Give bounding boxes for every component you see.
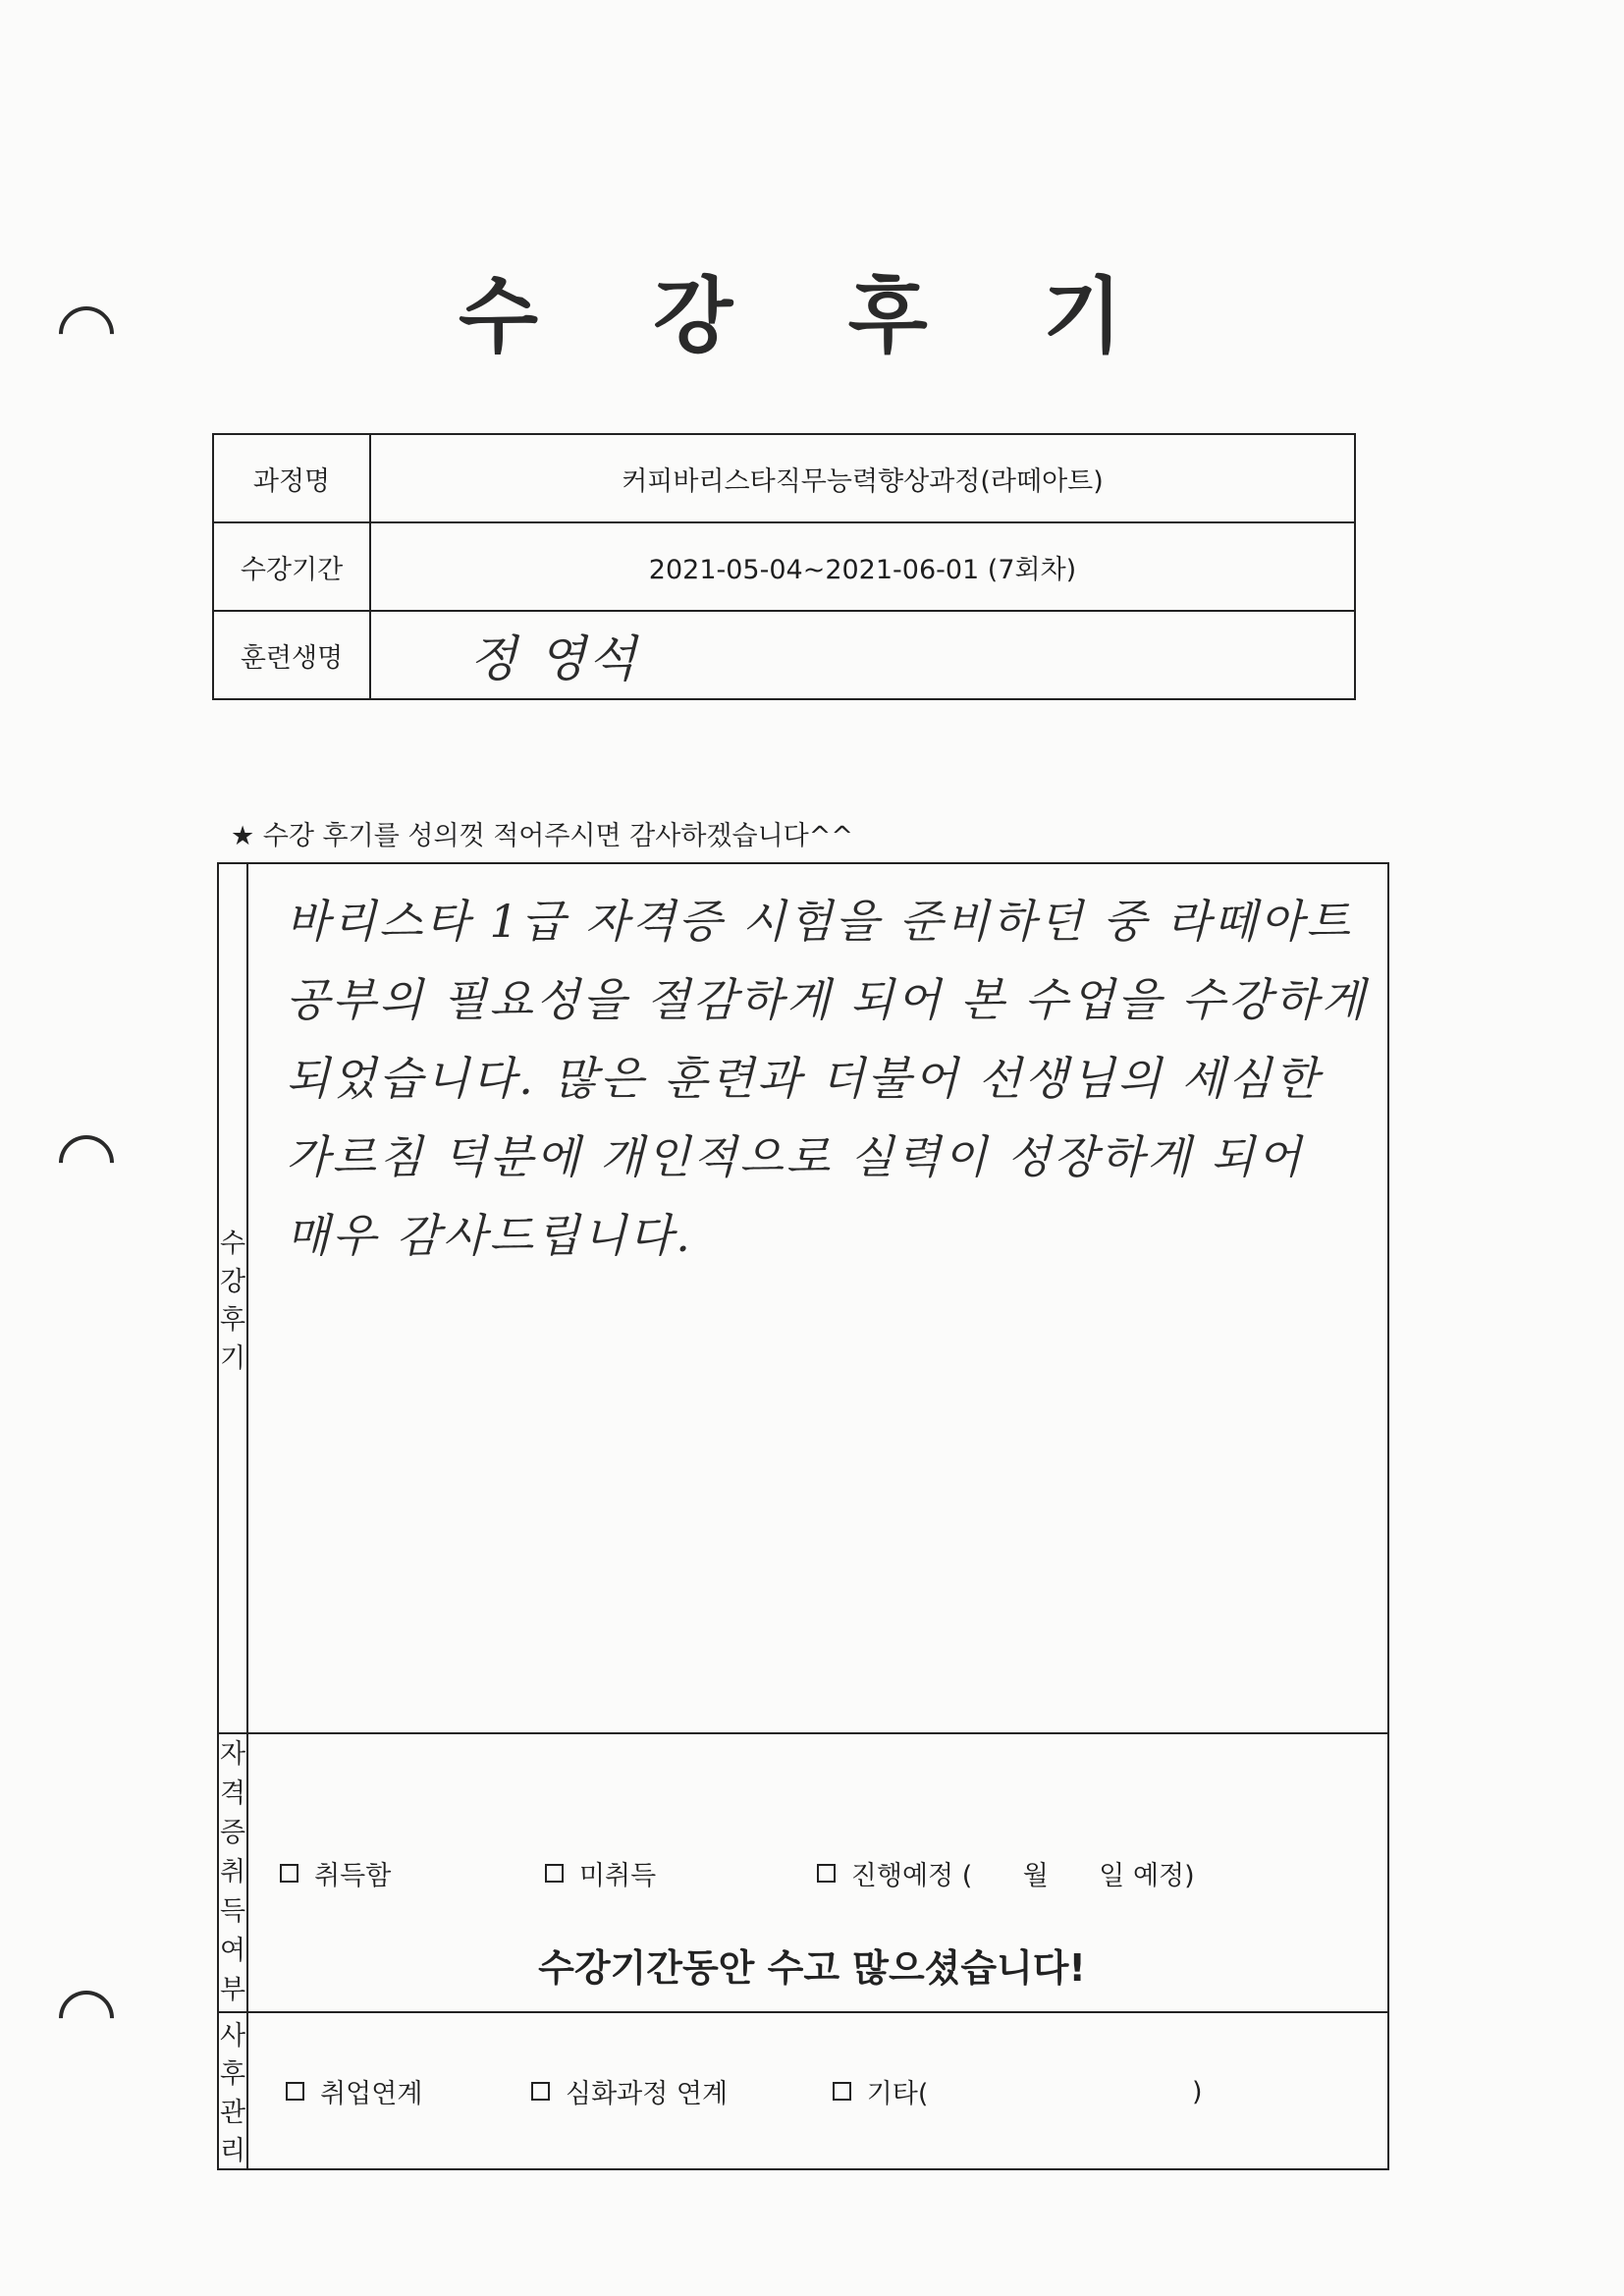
certificate-option-planned[interactable] xyxy=(817,1854,1195,1892)
certificate-option-not-obtained[interactable] xyxy=(545,1854,656,1892)
instruction-note: ★ 수강 후기를 성의껏 적어주시면 감사하겠습니다^^ xyxy=(231,821,854,851)
checkbox-icon[interactable] xyxy=(817,1864,836,1883)
review-text-area xyxy=(247,863,1388,1733)
certificate-option-not-obtained-label: 미취득 xyxy=(578,1860,657,1891)
checkbox-icon[interactable] xyxy=(280,1864,298,1883)
followup-option-advanced-label: 심화과정 연계 xyxy=(566,2078,729,2109)
course-label: 과정명 xyxy=(213,434,370,522)
review-line: 되었습니다. 많은 훈련과 더불어 선생님의 세심한 xyxy=(286,1052,1322,1105)
period-label: 수강기간 xyxy=(213,522,370,611)
followup-row xyxy=(218,2012,1388,2169)
page-title: 수 강 후 기 xyxy=(458,268,1166,364)
period-value: 2021-05-04~2021-06-01 (7회차) xyxy=(370,522,1355,611)
followup-option-employment[interactable] xyxy=(286,2072,422,2110)
review-line: 바리스타 1급 자격증 시험을 준비하던 중 라떼아트 xyxy=(286,895,1353,948)
punch-hole-middle xyxy=(47,1123,125,1201)
review-label: 수강후기 xyxy=(218,863,247,1733)
followup-option-other-close: ) xyxy=(1191,2076,1203,2107)
course-value: 커피바리스타직무능력향상과정(라떼아트) xyxy=(370,434,1355,522)
followup-label: 사후관리 xyxy=(218,2012,247,2169)
review-line: 공부의 필요성을 절감하게 되어 본 수업을 수강하게 xyxy=(286,973,1368,1026)
certificate-option-planned-label: 진행예정 ( 월 일 예정) xyxy=(850,1860,1195,1891)
followup-options xyxy=(247,2012,1388,2169)
course-info-table xyxy=(212,433,1356,700)
certificate-option-obtained-label: 취득함 xyxy=(314,1860,392,1891)
period-row xyxy=(213,522,1355,611)
checkbox-icon[interactable] xyxy=(545,1864,564,1883)
certificate-option-obtained[interactable] xyxy=(280,1854,391,1892)
certificate-label-line1: 자격증 xyxy=(220,1739,246,1848)
review-line: 매우 감사드립니다. xyxy=(286,1209,693,1262)
course-row xyxy=(213,434,1355,522)
followup-option-advanced[interactable] xyxy=(531,2072,728,2110)
certificate-label-line2: 취득여부 xyxy=(220,1857,246,2005)
trainee-name-handwritten: 정 영석 xyxy=(370,611,1355,699)
trainee-label: 훈련생명 xyxy=(213,611,370,699)
trainee-row xyxy=(213,611,1355,699)
review-line: 가르침 덕분에 개인적으로 실력이 성장하게 되어 xyxy=(286,1130,1304,1183)
review-row xyxy=(218,863,1388,1733)
followup-option-other-label: 기타( xyxy=(866,2078,929,2109)
checkbox-icon[interactable] xyxy=(833,2082,851,2101)
closing-message: 수강기간동안 수고 많으셨습니다! xyxy=(538,1946,1086,1990)
checkbox-icon[interactable] xyxy=(531,2082,550,2101)
followup-option-employment-label: 취업연계 xyxy=(320,2078,423,2109)
checkbox-icon[interactable] xyxy=(286,2082,304,2101)
followup-option-other[interactable] xyxy=(833,2072,929,2110)
